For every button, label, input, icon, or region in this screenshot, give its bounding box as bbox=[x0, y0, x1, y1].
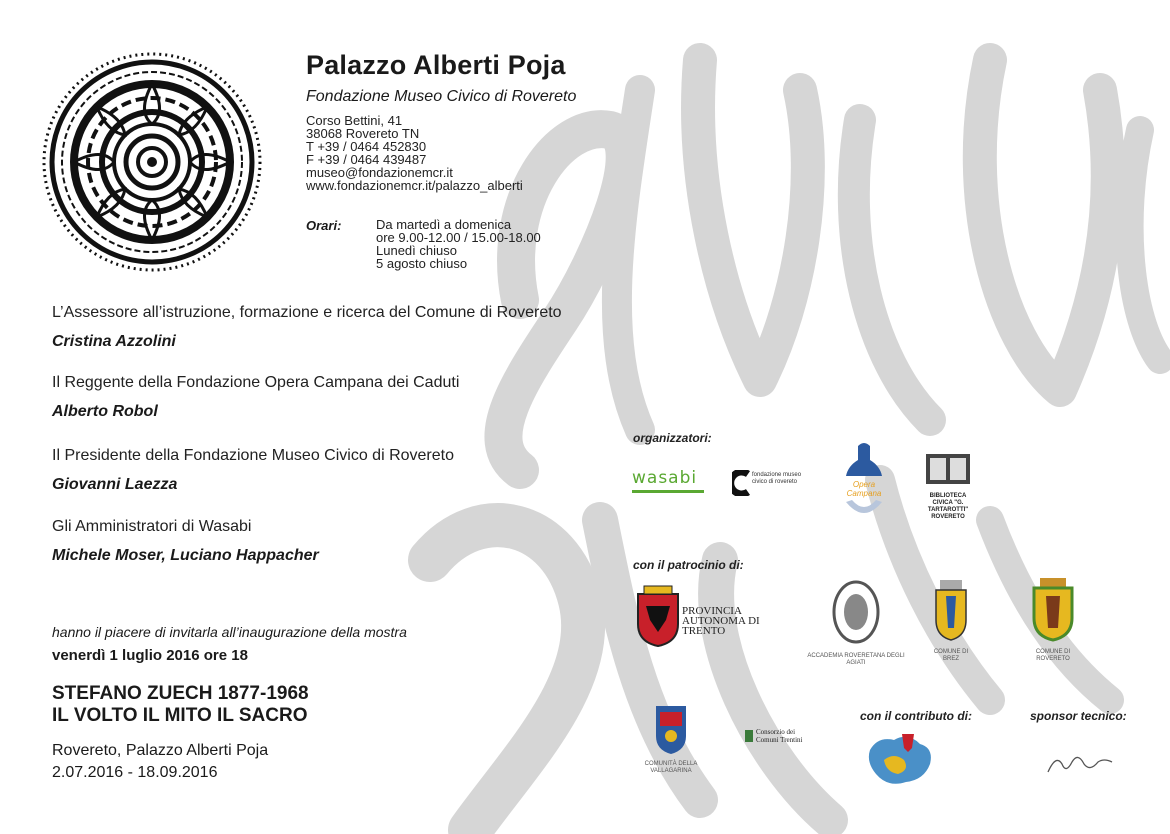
vallagarina-shield-icon bbox=[636, 702, 706, 756]
host-name: Cristina Azzolini bbox=[52, 333, 176, 350]
accademia-text: ACCADEMIA ROVERETANA DEGLI AGIATI bbox=[807, 653, 905, 666]
book-icon bbox=[920, 452, 976, 488]
consorzio-icon bbox=[744, 728, 754, 744]
invitation-text: hanno il piacere di invitarla all’inaugurazione della mostra bbox=[52, 624, 407, 640]
rovereto-shield-icon bbox=[1024, 576, 1082, 644]
patronage-label: con il patrocinio di: bbox=[633, 558, 744, 572]
host-role: Il Reggente della Fondazione Opera Campana dei Caduti bbox=[52, 374, 460, 391]
email-link[interactable]: museo@fondazionemcr.it bbox=[306, 165, 453, 180]
phone-line: T +39 / 0464 452830 bbox=[306, 139, 427, 154]
brez-shield-icon bbox=[928, 578, 974, 644]
rovereto-logo bbox=[1024, 576, 1082, 670]
sponsor-signature-icon bbox=[1044, 750, 1116, 778]
venue-subtitle: Fondazione Museo Civico di Rovereto bbox=[306, 88, 577, 105]
museo-civico-text: fondazione museo civico di rovereto bbox=[752, 472, 802, 485]
vallagarina-text: COMUNITÀ DELLA VALLAGARINA bbox=[644, 761, 698, 774]
mandala-logo bbox=[42, 52, 262, 272]
opera-campana-text: Opera Campana bbox=[846, 480, 882, 498]
host-role: L’Assessore all’istruzione, formazione e ricerca del Comune di Rovereto bbox=[52, 304, 562, 321]
consorzio-logo bbox=[744, 726, 816, 750]
exhibit-dates: 2.07.2016 - 18.09.2016 bbox=[52, 764, 218, 781]
brez-text: COMUNE DI BREZ bbox=[933, 649, 969, 662]
hours-block bbox=[376, 218, 541, 270]
event-date: venerdì 1 luglio 2016 ore 18 bbox=[52, 647, 248, 664]
hours-line: Da martedì a domenica bbox=[376, 217, 512, 232]
technical-sponsor-label: sponsor tecnico: bbox=[1030, 709, 1127, 723]
website-link[interactable]: www.fondazionemcr.it/palazzo_alberti bbox=[306, 178, 523, 193]
opera-campana-logo bbox=[836, 440, 892, 530]
exhibit-title-line1: STEFANO ZUECH 1877-1968 bbox=[52, 683, 309, 704]
wasabi-logo bbox=[632, 468, 708, 504]
fax-line: F +39 / 0464 439487 bbox=[306, 152, 427, 167]
hours-line: 5 agosto chiuso bbox=[376, 256, 468, 271]
hours-label: Orari: bbox=[306, 218, 342, 233]
host-role: Gli Amministratori di Wasabi bbox=[52, 518, 252, 535]
accademia-emblem-icon bbox=[806, 578, 906, 648]
host-role: Il Presidente della Fondazione Museo Civico di Rovereto bbox=[52, 447, 454, 464]
venue-address bbox=[306, 114, 523, 192]
host-name: Giovanni Laezza bbox=[52, 476, 178, 493]
biblioteca-text: BIBLIOTECA CIVICA "G. TARTAROTTI" ROVERETO bbox=[927, 493, 969, 520]
provincia-shield-icon bbox=[636, 584, 680, 648]
hours-line: Lunedì chiuso bbox=[376, 243, 457, 258]
vallagarina-logo bbox=[636, 702, 706, 782]
contribution-label: con il contributo di: bbox=[860, 709, 972, 723]
organizers-label: organizzatori: bbox=[633, 431, 712, 445]
exhibit-title-line2: IL VOLTO IL MITO IL SACRO bbox=[52, 705, 308, 726]
exhibit-place: Rovereto, Palazzo Alberti Poja bbox=[52, 742, 269, 759]
biblioteca-logo bbox=[920, 452, 976, 520]
consorzio-text: Consorzio dei Comuni Trentini bbox=[756, 728, 803, 744]
museo-c-icon bbox=[732, 470, 750, 496]
venue-title: Palazzo Alberti Poja bbox=[306, 50, 566, 80]
trentino-map-logo bbox=[864, 730, 940, 790]
address-line: Corso Bettini, 41 bbox=[306, 113, 403, 128]
host-name: Alberto Robol bbox=[52, 403, 158, 420]
hours-line: ore 9.00-12.00 / 15.00-18.00 bbox=[376, 230, 541, 245]
wasabi-wordmark: wasabi bbox=[632, 468, 698, 488]
provincia-logo bbox=[636, 584, 806, 654]
wasabi-underline bbox=[632, 490, 704, 493]
brez-logo bbox=[928, 578, 974, 670]
host-name: Michele Moser, Luciano Happacher bbox=[52, 547, 319, 564]
museo-civico-logo bbox=[732, 470, 802, 500]
rovereto-text: COMUNE DI ROVERETO bbox=[1035, 649, 1071, 662]
address-line: 38068 Rovereto TN bbox=[306, 126, 420, 141]
provincia-text: PROVINCIA AUTONOMA DI TRENTO bbox=[682, 605, 760, 637]
accademia-logo bbox=[806, 578, 906, 670]
